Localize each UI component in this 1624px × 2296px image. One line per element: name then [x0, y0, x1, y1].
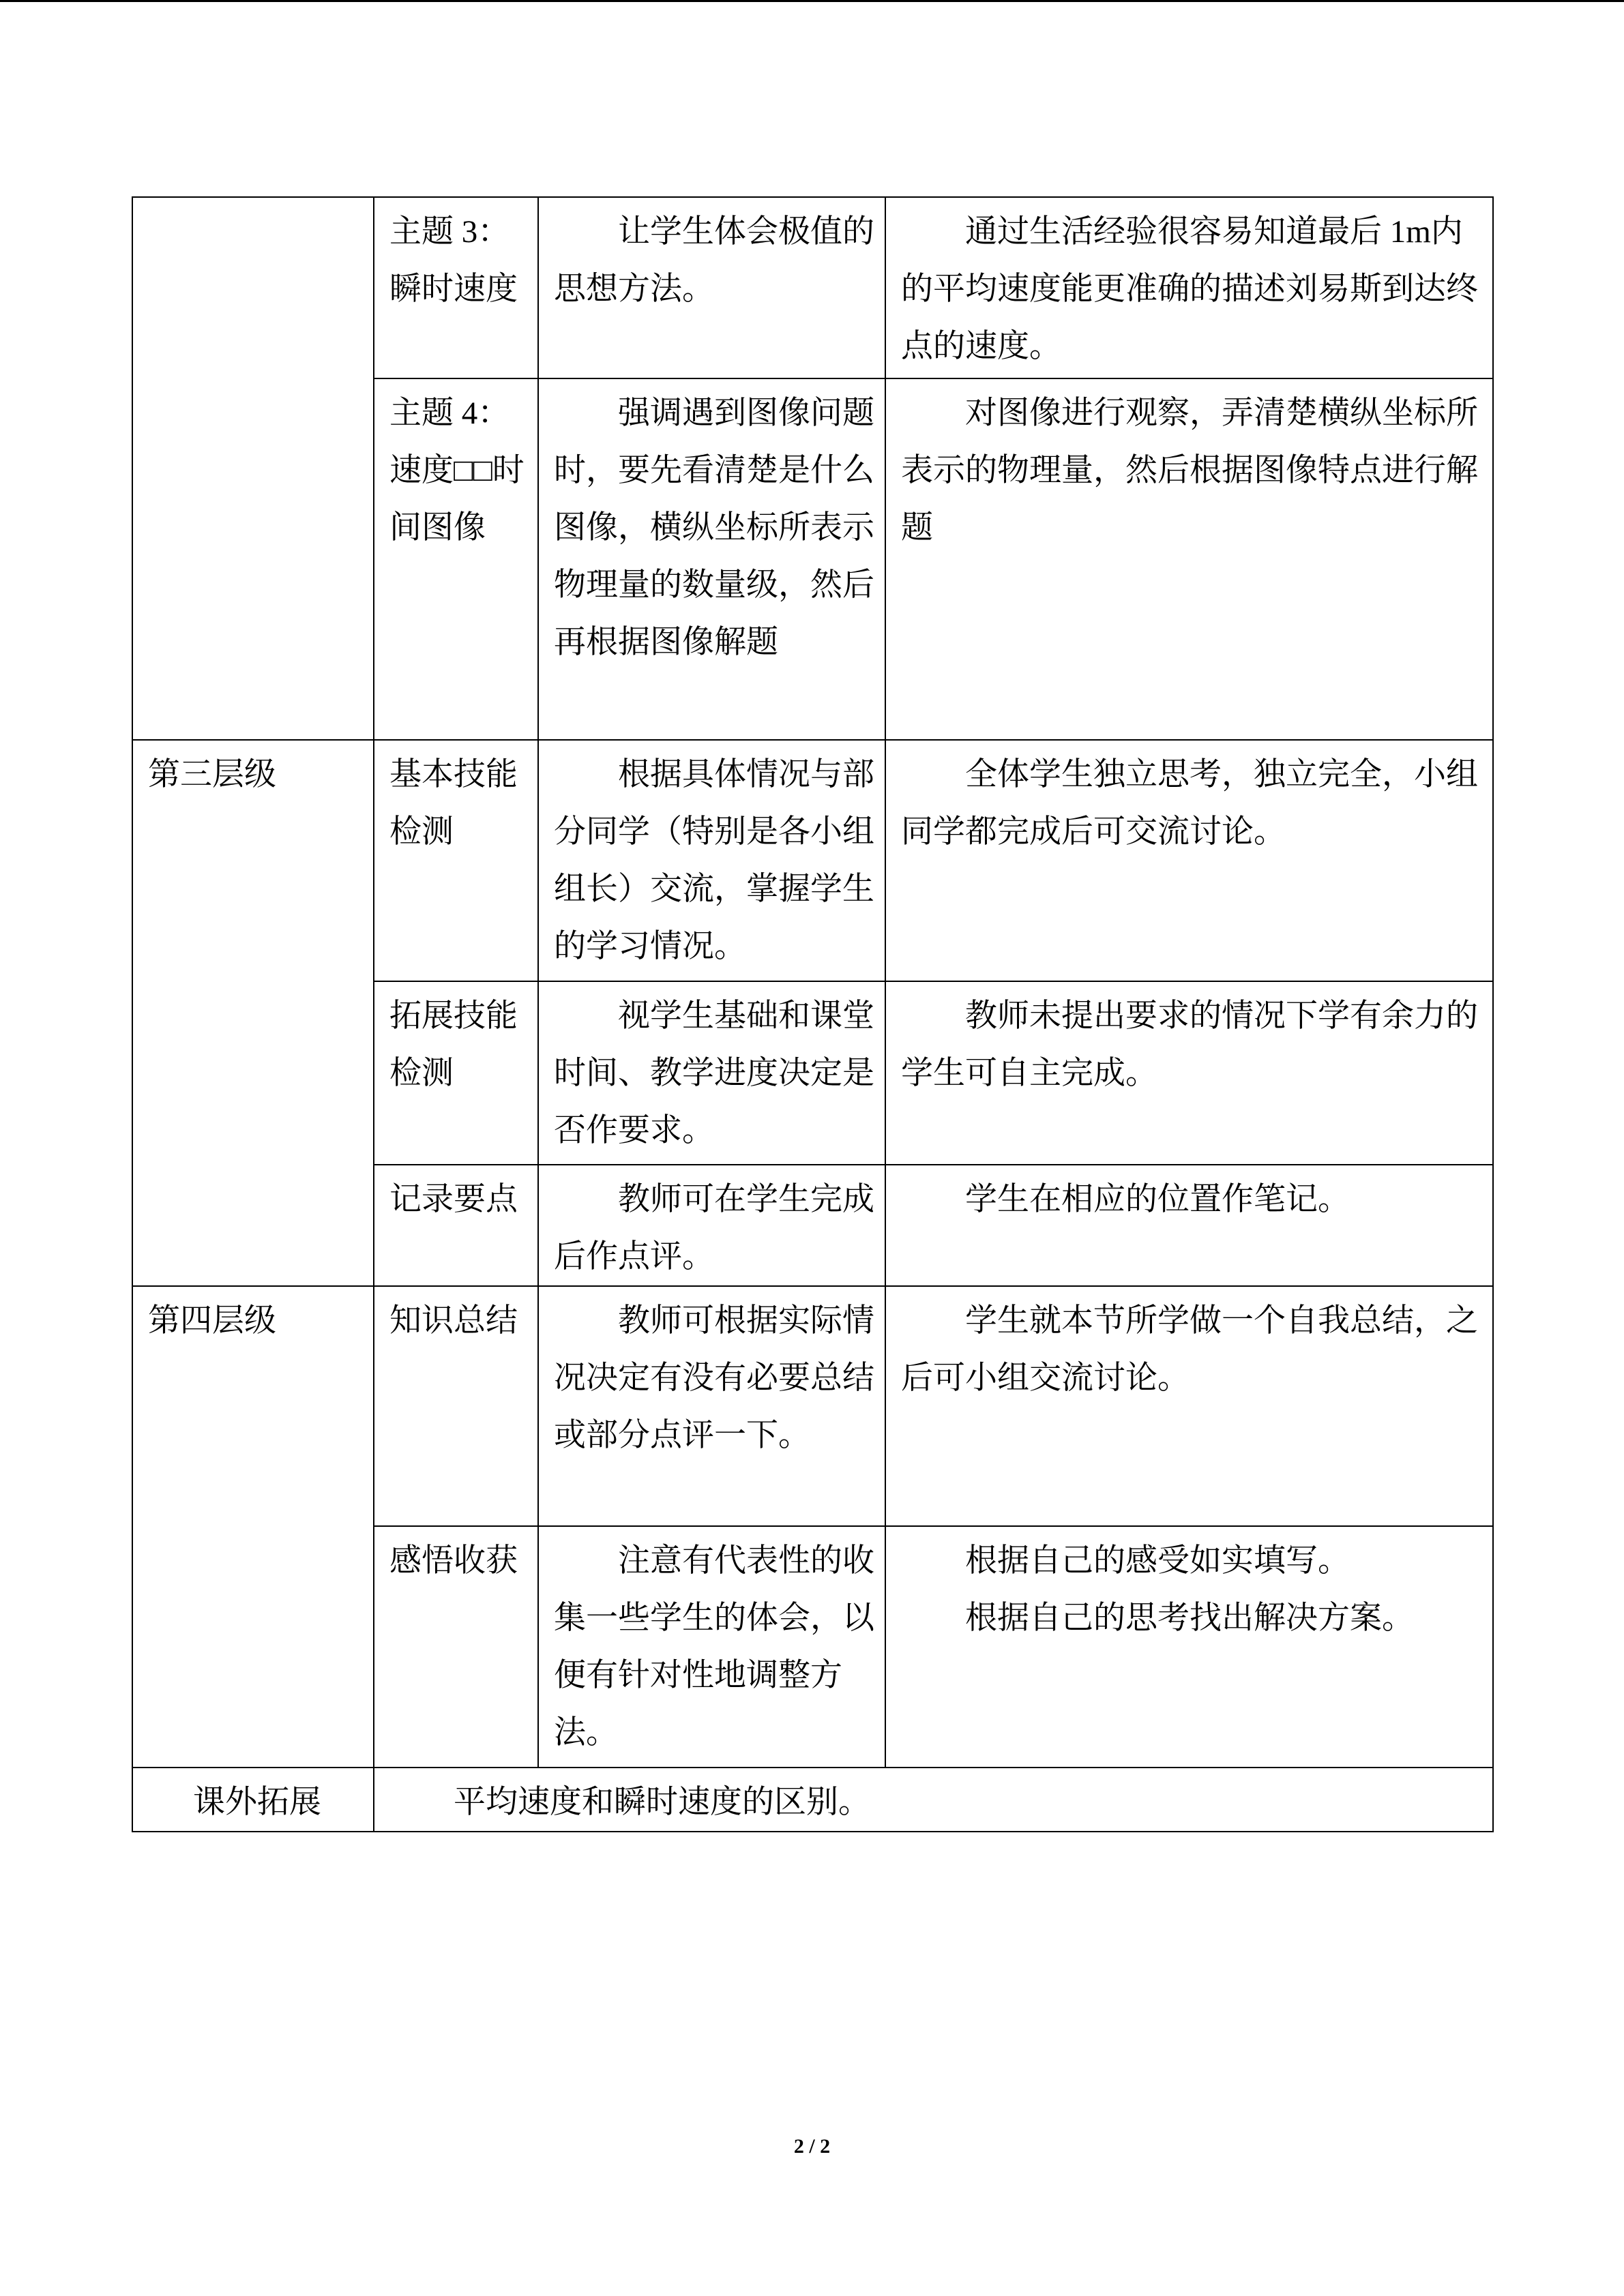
topic-cell — [374, 378, 538, 740]
level-cell-empty — [132, 197, 374, 740]
student-activity-text: 根据自己的感受如实填写。 — [965, 1543, 1350, 1579]
student-activity-cell — [885, 378, 1493, 740]
topic-cell — [374, 740, 538, 981]
student-activity-cell — [885, 1165, 1493, 1286]
teacher-activity-cell — [538, 1286, 885, 1526]
teacher-activity-text: 注意有代表性的收集一些学生的体会，以便有针对性地调整方法。 — [554, 1543, 874, 1750]
student-activity-cell — [885, 1526, 1493, 1768]
teacher-activity-text: 强调遇到图像问题时，要先看清楚是什么图像，横纵坐标所表示物理量的数量级，然后再根据图像解题 — [554, 396, 874, 660]
student-activity-text: 对图像进行观察，弄清楚横纵坐标所表示的物理量，然后根据图像特点进行解题 — [901, 396, 1478, 546]
table-row — [132, 1768, 1493, 1832]
student-activity-cell — [885, 740, 1493, 981]
teacher-activity-text: 视学生基础和课堂时间、教学进度决定是否作要求。 — [554, 998, 874, 1148]
extension-content-cell — [374, 1768, 1493, 1832]
student-activity-text: 学生就本节所学做一个自我总结，之后可小组交流讨论。 — [901, 1303, 1478, 1396]
table-row — [132, 197, 1493, 378]
teacher-activity-text: 教师可根据实际情况决定有没有必要总结或部分点评一下。 — [554, 1303, 874, 1453]
page-top-rule — [0, 0, 1624, 2]
teacher-activity-cell — [538, 981, 885, 1165]
teacher-activity-text: 教师可在学生完成后作点评。 — [554, 1182, 874, 1274]
level-label: 第三层级 — [148, 757, 276, 792]
teacher-activity-cell — [538, 740, 885, 981]
topic-cell — [374, 197, 538, 378]
table-row — [132, 1286, 1493, 1526]
topic-text: 知识总结 — [389, 1303, 518, 1339]
page-number: 2 / 2 — [793, 2135, 831, 2158]
level-cell — [132, 1286, 374, 1768]
topic-cell — [374, 1526, 538, 1768]
student-activity-text: 全体学生独立思考，独立完全，小组同学都完成后可交流讨论。 — [901, 757, 1478, 850]
topic-cell — [374, 981, 538, 1165]
topic-cell — [374, 1286, 538, 1526]
teacher-activity-text: 根据具体情况与部分同学（特别是各小组组长）交流，掌握学生的学习情况。 — [554, 757, 874, 964]
topic-text: 主题 4：速度□□时间图像 — [389, 396, 525, 546]
student-activity-cell — [885, 1286, 1493, 1526]
student-activity-text: 学生在相应的位置作笔记。 — [965, 1182, 1350, 1217]
level-cell — [132, 740, 374, 1286]
student-activity-text: 根据自己的思考找出解决方案。 — [965, 1600, 1414, 1636]
teacher-activity-cell — [538, 1526, 885, 1768]
teacher-activity-cell — [538, 1165, 885, 1286]
student-activity-text: 通过生活经验很容易知道最后 1m内的平均速度能更准确的描述刘易斯到达终点的速度。 — [901, 214, 1478, 364]
topic-text: 感悟收获 — [389, 1543, 518, 1579]
extension-label: 课外拓展 — [193, 1785, 321, 1820]
topic-text: 基本技能检测 — [389, 757, 518, 850]
topic-cell — [374, 1165, 538, 1286]
extension-content: 平均速度和瞬时速度的区别。 — [454, 1785, 870, 1820]
extension-label-cell — [132, 1768, 374, 1832]
teacher-activity-cell — [538, 197, 885, 378]
topic-text: 拓展技能检测 — [389, 998, 518, 1091]
teacher-activity-text: 让学生体会极值的思想方法。 — [554, 214, 874, 307]
student-activity-cell — [885, 197, 1493, 378]
topic-text: 主题 3：瞬时速度 — [389, 214, 518, 307]
topic-text: 记录要点 — [389, 1182, 518, 1217]
level-label: 第四层级 — [148, 1303, 276, 1339]
lesson-plan-table — [132, 196, 1494, 1832]
teacher-activity-cell — [538, 378, 885, 740]
student-activity-cell — [885, 981, 1493, 1165]
student-activity-text: 教师未提出要求的情况下学有余力的学生可自主完成。 — [901, 998, 1478, 1091]
table-row — [132, 740, 1493, 981]
